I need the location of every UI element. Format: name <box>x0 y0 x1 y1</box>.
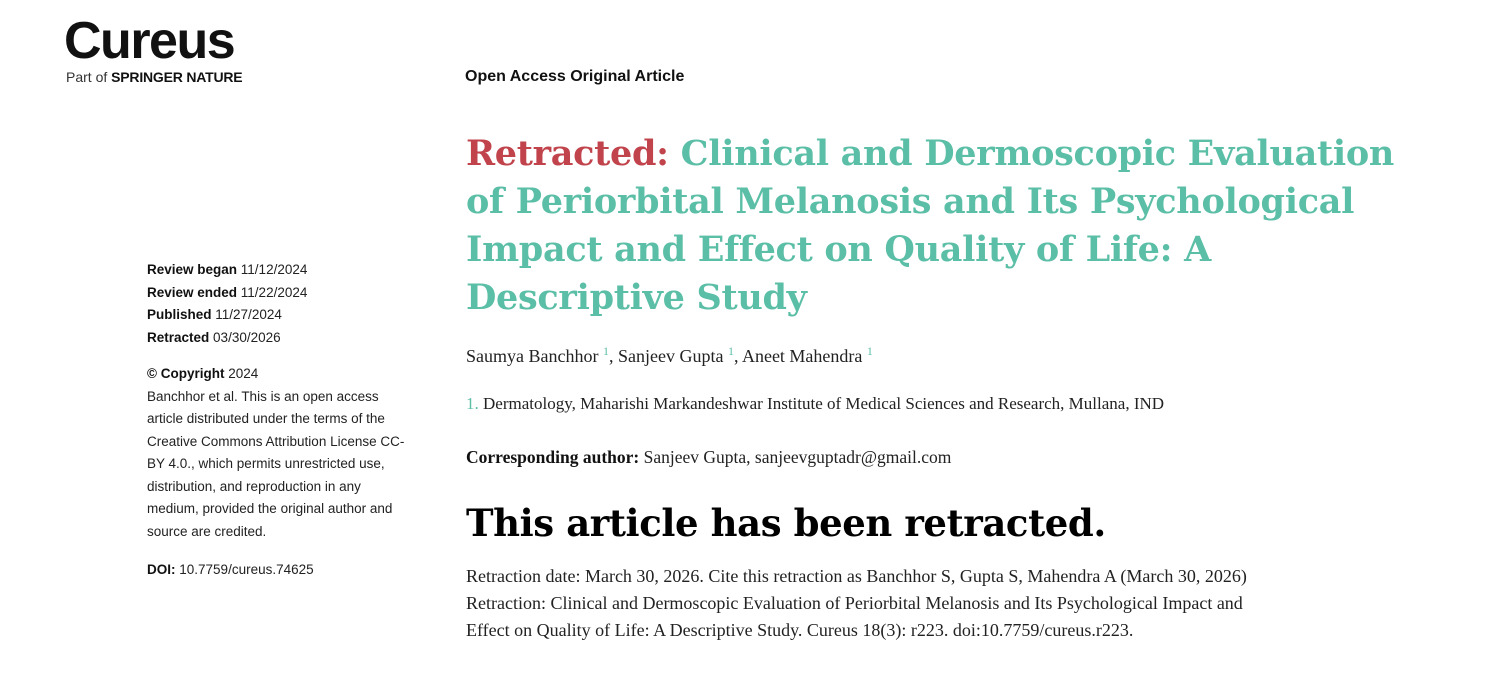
license-line: BY 4.0., which permits unrestricted use, <box>147 456 385 471</box>
article-title <box>466 130 1426 322</box>
article-metadata-sidebar <box>147 259 432 582</box>
published-label: Published <box>147 307 212 322</box>
author-affiliation-marker: 1 <box>727 344 734 358</box>
copyright-row <box>147 363 432 386</box>
retracted-prefix: Retracted: <box>466 133 669 174</box>
retracted-row <box>147 327 432 350</box>
retracted-label: Retracted <box>147 329 210 345</box>
license-line: medium, provided the original author and <box>147 501 393 516</box>
corresponding-author <box>466 447 1426 468</box>
title-line: Clinical and Dermoscopic Evaluation <box>680 133 1395 174</box>
doi-link[interactable]: 10.7759/cureus.74625 <box>179 562 314 577</box>
corresponding-author-label: Corresponding author: <box>466 447 640 467</box>
retraction-heading: This article has been retracted. <box>466 501 1106 545</box>
license-line: source are credited. <box>147 523 267 539</box>
logo-publisher: SPRINGER NATURE <box>111 69 243 85</box>
author-separator: , <box>608 346 618 366</box>
retraction-notice-text <box>466 563 1386 644</box>
author-name[interactable]: Sanjeev Gupta <box>617 346 724 366</box>
author-separator: , <box>733 346 742 366</box>
affiliation-number: 1. <box>466 394 479 413</box>
review-began-value: 11/12/2024 <box>240 262 308 277</box>
author-name[interactable]: Saumya Banchhor <box>466 346 599 366</box>
article-main <box>466 130 1426 644</box>
cureus-logo[interactable] <box>64 14 242 85</box>
copyright-label: © Copyright <box>147 366 225 381</box>
affiliation <box>466 394 1426 414</box>
logo-wordmark: Cureus <box>64 12 235 70</box>
review-ended-label: Review ended <box>147 284 238 300</box>
copyright-year: 2024 <box>228 366 259 381</box>
review-ended-value: 11/22/2024 <box>240 284 308 300</box>
license-line: article distributed under the terms of the <box>147 411 385 426</box>
retracted-value: 03/30/2026 <box>213 329 281 345</box>
doi-label: DOI: <box>147 562 176 577</box>
doi-row <box>147 559 432 582</box>
review-began-row <box>147 259 432 282</box>
retraction-line: Retraction: Clinical and Dermoscopic Evaluation of Periorbital Melanosis and Its Psychological Impact and <box>466 593 1243 613</box>
retraction-line: Retraction date: March 30, 2026. Cite this retraction as Banchhor S, Gupta S, Mahendra A (March 30, 2026) <box>466 566 1247 586</box>
review-ended-row <box>147 282 432 305</box>
license-line: Creative Commons Attribution License CC- <box>147 433 405 449</box>
title-line: Descriptive Study <box>466 277 807 318</box>
published-row <box>147 304 432 327</box>
affiliation-text: Dermatology, Maharishi Markandeshwar Institute of Medical Sciences and Research, Mullana, IND <box>483 394 1165 413</box>
article-type-label: Open Access Original Article <box>465 68 685 85</box>
review-began-label: Review began <box>147 262 238 277</box>
author-list <box>466 344 1426 367</box>
corresponding-author-text[interactable]: Sanjeev Gupta, sanjeevguptadr@gmail.com <box>643 447 952 467</box>
logo-part-of: Part of <box>66 69 108 85</box>
author-name[interactable]: Aneet Mahendra <box>741 346 863 366</box>
license-line: Banchhor et al. This is an open access <box>147 388 379 404</box>
retraction-line: Effect on Quality of Life: A Descriptive Study. Cureus 18(3): r223. doi:10.7759/cureus.r223. <box>466 620 1134 640</box>
title-line: of Periorbital Melanosis and Its Psychological <box>466 181 1355 222</box>
title-line: Impact and Effect on Quality of Life: A <box>466 229 1211 270</box>
author-affiliation-marker: 1 <box>866 344 873 358</box>
logo-subtitle <box>64 69 242 85</box>
license-line: distribution, and reproduction in any <box>147 478 361 494</box>
published-value: 11/27/2024 <box>215 307 282 322</box>
author-affiliation-marker: 1 <box>602 344 609 358</box>
